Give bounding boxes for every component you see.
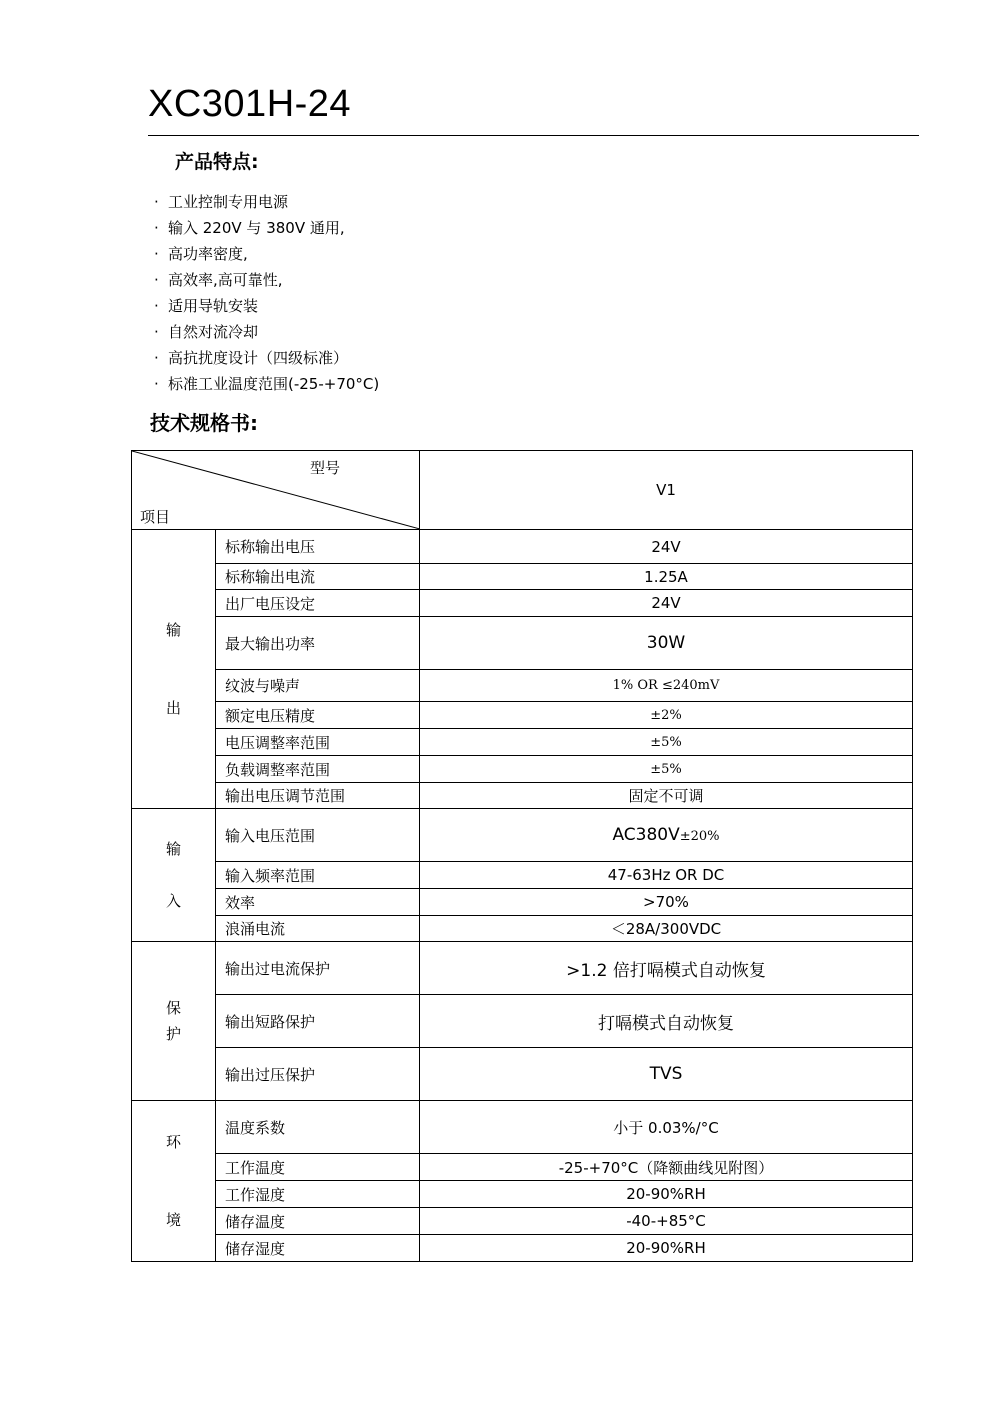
group-environment: 环 境 — [132, 1101, 216, 1262]
table-cell-value: -40-+85°C — [420, 1208, 913, 1235]
table-cell-item: 额定电压精度 — [216, 702, 420, 729]
table-cell-item: 最大输出功率 — [216, 617, 420, 670]
table-row — [132, 590, 913, 617]
table-cell-value: >1.2 倍打嗝模式自动恢复 — [420, 942, 913, 995]
table-cell-item: 工作温度 — [216, 1154, 420, 1181]
table-row — [132, 756, 913, 783]
list-item: · 高效率,高可靠性, — [154, 271, 283, 289]
list-item: · 高抗扰度设计（四级标准） — [154, 349, 349, 367]
table-cell-value: 1.25A — [420, 564, 913, 590]
table-cell-value: 固定不可调 — [420, 783, 913, 809]
diagonal-line — [132, 451, 420, 529]
table-cell-value: ±5% — [420, 756, 913, 783]
table-row — [132, 1048, 913, 1101]
header-item-label: 项目 — [140, 508, 171, 526]
model-value: V1 — [420, 451, 913, 530]
table-cell-value: 小于 0.03%/°C — [420, 1101, 913, 1154]
table-row — [132, 1235, 913, 1262]
table-row — [132, 995, 913, 1048]
title-divider — [148, 135, 919, 136]
table-cell-item: 工作湿度 — [216, 1181, 420, 1208]
list-item: · 自然对流冷却 — [154, 323, 259, 341]
document-title: XC301H-24 — [148, 83, 352, 125]
table-cell-value: ±2% — [420, 702, 913, 729]
table-cell-item: 温度系数 — [216, 1101, 420, 1154]
spec-table — [131, 450, 913, 1262]
table-cell-value: -25-+70°C（降额曲线见附图） — [420, 1154, 913, 1181]
table-header-row — [132, 451, 913, 530]
table-cell-item: 输出电压调节范围 — [216, 783, 420, 809]
spec-heading: 技术规格书: — [150, 411, 258, 435]
table-row — [132, 1208, 913, 1235]
list-item: · 适用导轨安装 — [154, 297, 259, 315]
table-cell-item: 标称输出电压 — [216, 530, 420, 564]
table-row — [132, 889, 913, 916]
table-cell-value: 24V — [420, 530, 913, 564]
group-input: 输 入 — [132, 809, 216, 942]
table-cell-value: 30W — [420, 617, 913, 670]
table-row — [132, 530, 913, 564]
table-cell-item: 输入电压范围 — [216, 809, 420, 862]
table-cell-item: 出厂电压设定 — [216, 590, 420, 617]
table-cell-value: ＜28A/300VDC — [420, 916, 913, 942]
table-row — [132, 862, 913, 889]
table-row — [132, 617, 913, 670]
features-heading: 产品特点: — [175, 151, 259, 173]
table-cell-value: 24V — [420, 590, 913, 617]
table-row — [132, 1154, 913, 1181]
table-row — [132, 942, 913, 995]
table-cell-value: 47-63Hz OR DC — [420, 862, 913, 889]
table-cell-item: 输出过电流保护 — [216, 942, 420, 995]
table-cell-value: AC380V±20% — [420, 809, 913, 862]
table-row — [132, 916, 913, 942]
table-cell-value: ±5% — [420, 729, 913, 756]
table-cell-value: 1% OR ≤240mV — [420, 670, 913, 702]
list-item: · 输入 220V 与 380V 通用, — [154, 219, 345, 237]
table-cell-value: 20-90%RH — [420, 1235, 913, 1262]
table-cell-item: 输出过压保护 — [216, 1048, 420, 1101]
group-protection: 保 护 — [132, 942, 216, 1101]
table-cell-item: 浪涌电流 — [216, 916, 420, 942]
table-cell-item: 储存湿度 — [216, 1235, 420, 1262]
table-cell-value: TVS — [420, 1048, 913, 1101]
table-row — [132, 729, 913, 756]
table-row — [132, 809, 913, 862]
table-cell-item: 标称输出电流 — [216, 564, 420, 590]
table-row — [132, 670, 913, 702]
table-row — [132, 564, 913, 590]
table-cell-value: 打嗝模式自动恢复 — [420, 995, 913, 1048]
features-list — [154, 189, 379, 397]
header-diagonal-cell — [132, 451, 420, 530]
table-cell-item: 纹波与噪声 — [216, 670, 420, 702]
table-cell-item: 输入频率范围 — [216, 862, 420, 889]
list-item: · 高功率密度, — [154, 245, 248, 263]
list-item: · 工业控制专用电源 — [154, 193, 289, 211]
table-cell-value: 20-90%RH — [420, 1181, 913, 1208]
list-item: · 标准工业温度范围(-25-+70°C) — [154, 375, 380, 393]
table-cell-item: 输出短路保护 — [216, 995, 420, 1048]
header-model-label: 型号 — [310, 459, 341, 477]
table-row — [132, 702, 913, 729]
table-row — [132, 783, 913, 809]
table-cell-item: 电压调整率范围 — [216, 729, 420, 756]
group-output: 输 出 — [132, 530, 216, 809]
table-cell-item: 负载调整率范围 — [216, 756, 420, 783]
table-cell-item: 效率 — [216, 889, 420, 916]
table-cell-value: >70% — [420, 889, 913, 916]
table-cell-item: 储存温度 — [216, 1208, 420, 1235]
table-row — [132, 1181, 913, 1208]
table-row — [132, 1101, 913, 1154]
